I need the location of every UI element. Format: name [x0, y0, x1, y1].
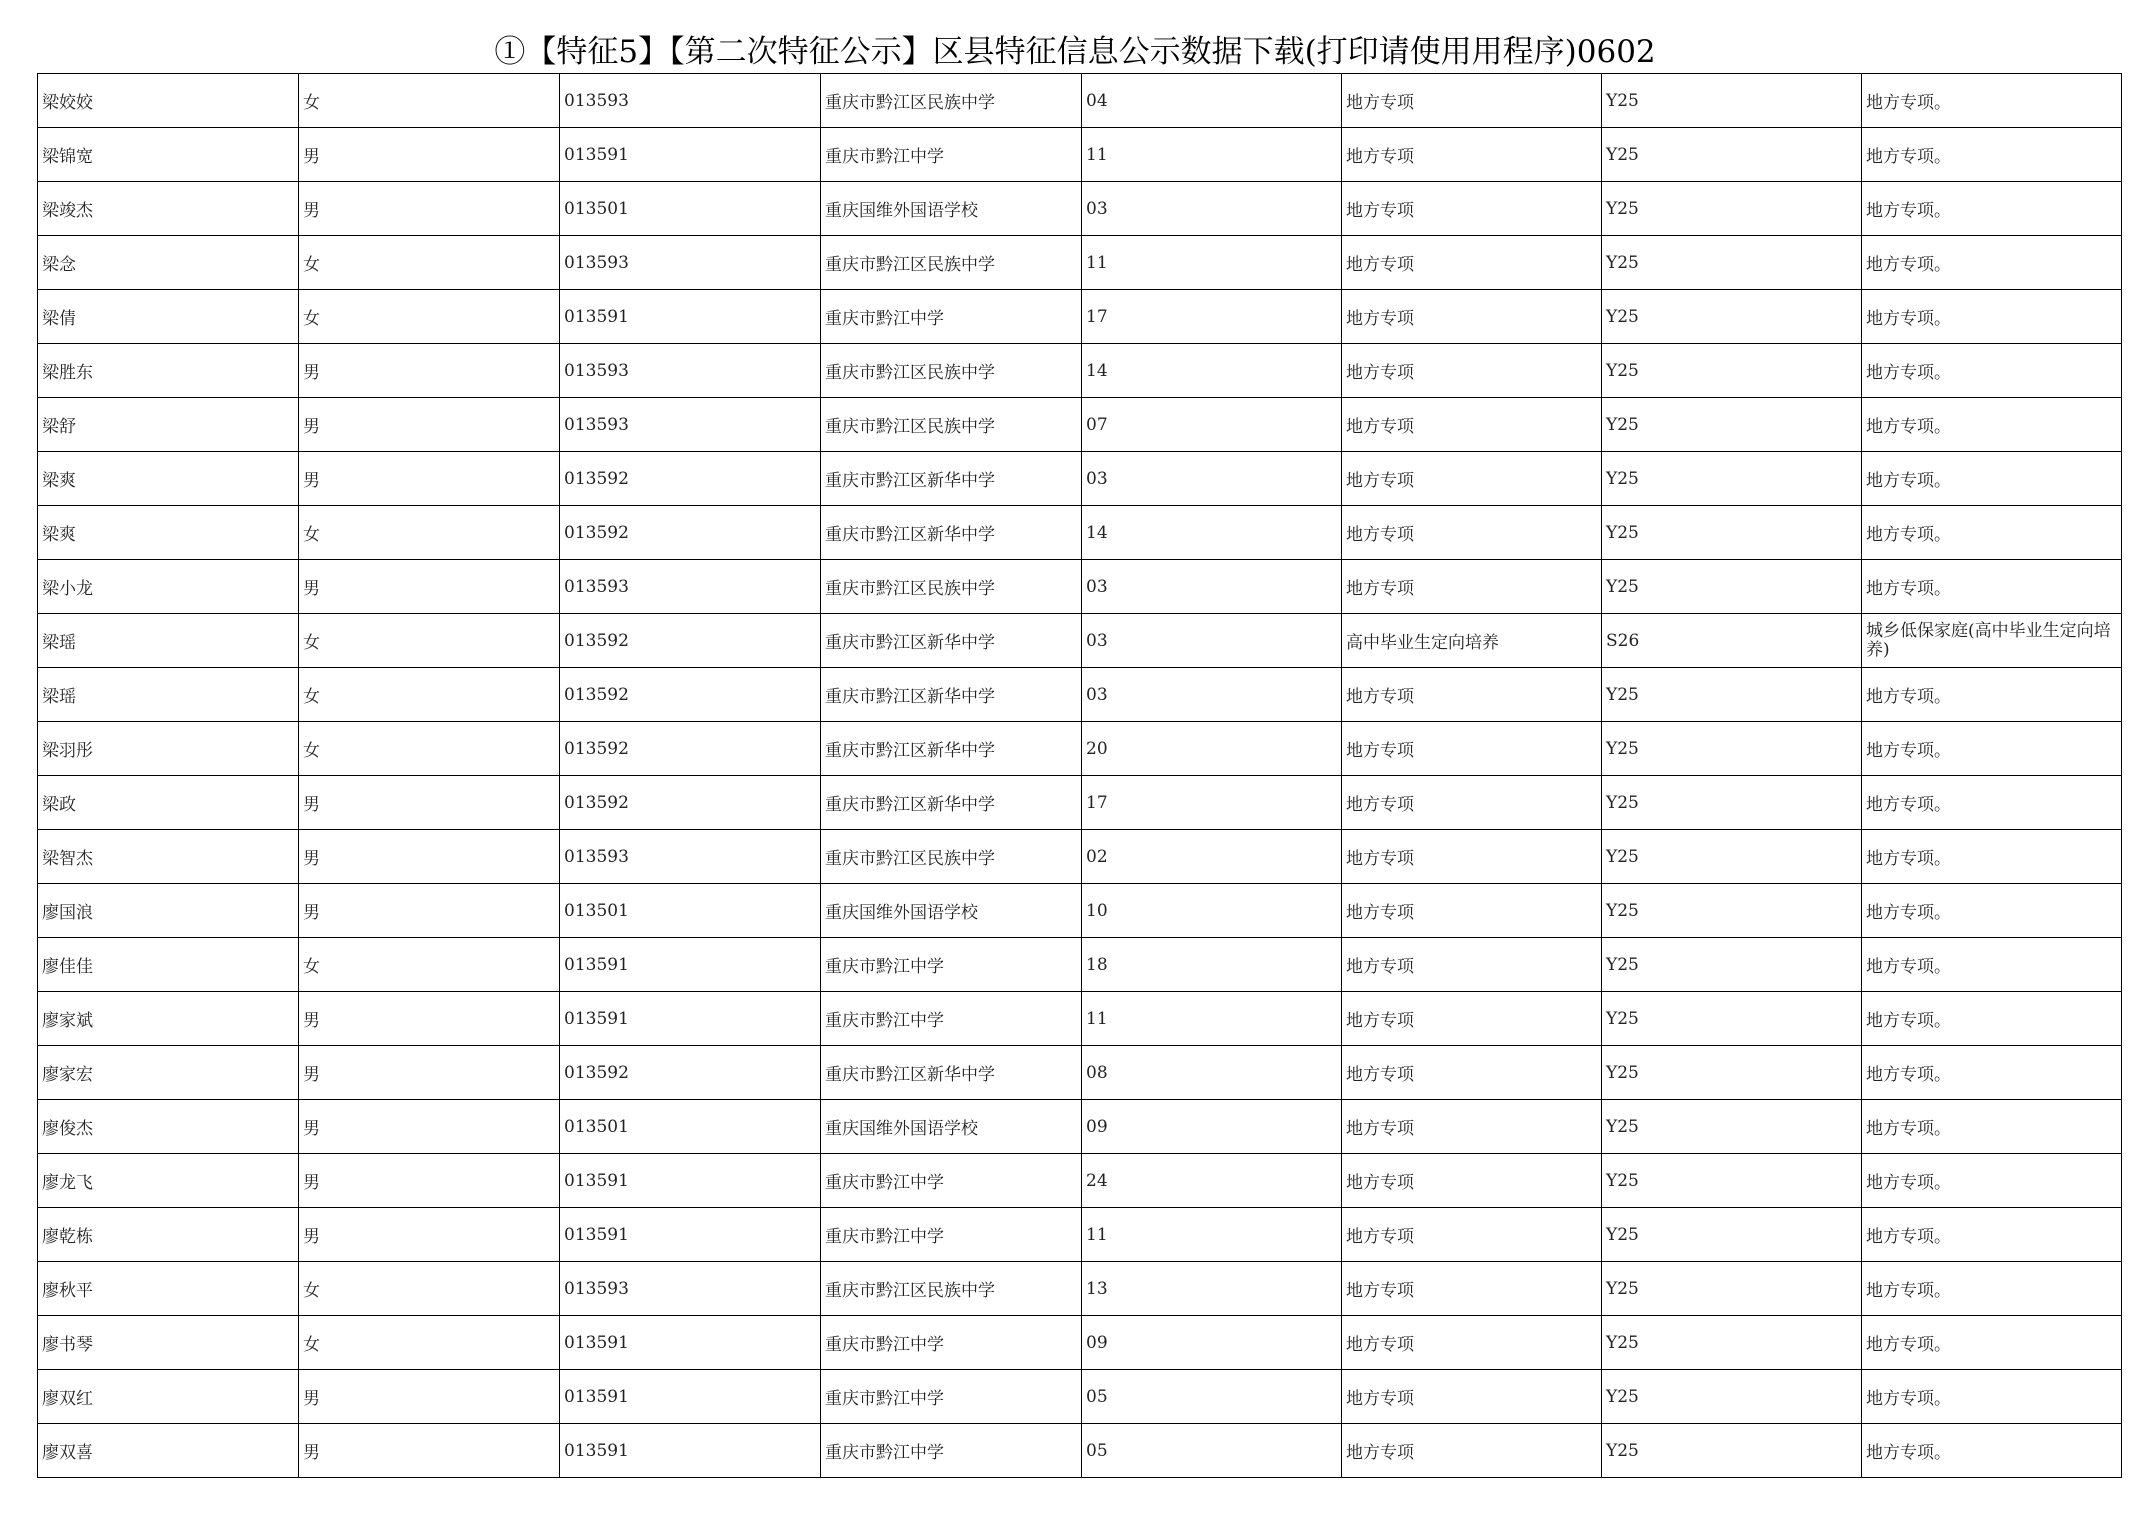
class-cell: 04 [1082, 74, 1342, 128]
remark-cell: 地方专项。 [1862, 290, 2122, 344]
school-code-cell: 013592 [560, 668, 821, 722]
table-row [38, 452, 2122, 506]
remark-cell: 地方专项。 [1862, 1370, 2122, 1424]
code-cell: Y25 [1602, 290, 1862, 344]
school-name-cell: 重庆市黔江区新华中学 [821, 776, 1082, 830]
remark-cell: 地方专项。 [1862, 560, 2122, 614]
school-name-cell: 重庆市黔江中学 [821, 1316, 1082, 1370]
class-cell: 08 [1082, 1046, 1342, 1100]
category-cell: 地方专项 [1342, 1208, 1602, 1262]
gender-cell: 男 [299, 1208, 560, 1262]
school-code-cell: 013592 [560, 776, 821, 830]
code-cell: Y25 [1602, 344, 1862, 398]
name-cell: 廖书琴 [38, 1316, 299, 1370]
school-name-cell: 重庆国维外国语学校 [821, 182, 1082, 236]
category-cell: 地方专项 [1342, 1154, 1602, 1208]
remark-cell: 地方专项。 [1862, 938, 2122, 992]
school-code-cell: 013593 [560, 1262, 821, 1316]
school-code-cell: 013591 [560, 1370, 821, 1424]
remark-cell: 地方专项。 [1862, 830, 2122, 884]
gender-cell: 男 [299, 884, 560, 938]
category-cell: 地方专项 [1342, 236, 1602, 290]
name-cell: 梁小龙 [38, 560, 299, 614]
code-cell: Y25 [1602, 398, 1862, 452]
table-row [38, 1100, 2122, 1154]
gender-cell: 女 [299, 668, 560, 722]
code-cell: Y25 [1602, 1100, 1862, 1154]
name-cell: 廖龙飞 [38, 1154, 299, 1208]
remark-cell: 地方专项。 [1862, 1424, 2122, 1478]
remark-cell: 地方专项。 [1862, 1262, 2122, 1316]
table-row [38, 992, 2122, 1046]
remark-cell: 地方专项。 [1862, 884, 2122, 938]
class-cell: 13 [1082, 1262, 1342, 1316]
class-cell: 03 [1082, 452, 1342, 506]
school-name-cell: 重庆市黔江中学 [821, 1154, 1082, 1208]
name-cell: 廖秋平 [38, 1262, 299, 1316]
category-cell: 地方专项 [1342, 128, 1602, 182]
category-cell: 地方专项 [1342, 884, 1602, 938]
school-name-cell: 重庆市黔江中学 [821, 1208, 1082, 1262]
class-cell: 03 [1082, 668, 1342, 722]
school-name-cell: 重庆市黔江区民族中学 [821, 830, 1082, 884]
school-name-cell: 重庆市黔江区民族中学 [821, 398, 1082, 452]
class-cell: 11 [1082, 1208, 1342, 1262]
gender-cell: 男 [299, 1100, 560, 1154]
name-cell: 梁爽 [38, 452, 299, 506]
name-cell: 廖佳佳 [38, 938, 299, 992]
name-cell: 梁羽彤 [38, 722, 299, 776]
class-cell: 09 [1082, 1316, 1342, 1370]
name-cell: 梁政 [38, 776, 299, 830]
category-cell: 地方专项 [1342, 290, 1602, 344]
remark-cell: 地方专项。 [1862, 128, 2122, 182]
school-name-cell: 重庆市黔江中学 [821, 1370, 1082, 1424]
school-code-cell: 013592 [560, 722, 821, 776]
category-cell: 地方专项 [1342, 830, 1602, 884]
gender-cell: 男 [299, 182, 560, 236]
school-code-cell: 013593 [560, 344, 821, 398]
category-cell: 地方专项 [1342, 776, 1602, 830]
school-name-cell: 重庆市黔江区新华中学 [821, 614, 1082, 668]
gender-cell: 女 [299, 236, 560, 290]
gender-cell: 男 [299, 560, 560, 614]
gender-cell: 女 [299, 1262, 560, 1316]
category-cell: 地方专项 [1342, 560, 1602, 614]
gender-cell: 男 [299, 344, 560, 398]
category-cell: 地方专项 [1342, 722, 1602, 776]
category-cell: 地方专项 [1342, 344, 1602, 398]
table-row [38, 290, 2122, 344]
name-cell: 梁舒 [38, 398, 299, 452]
name-cell: 梁倩 [38, 290, 299, 344]
name-cell: 梁智杰 [38, 830, 299, 884]
category-cell: 地方专项 [1342, 938, 1602, 992]
name-cell: 梁胜东 [38, 344, 299, 398]
remark-cell: 地方专项。 [1862, 344, 2122, 398]
category-cell: 地方专项 [1342, 668, 1602, 722]
name-cell: 廖国浪 [38, 884, 299, 938]
table-row [38, 1316, 2122, 1370]
code-cell: Y25 [1602, 1046, 1862, 1100]
name-cell: 廖乾栋 [38, 1208, 299, 1262]
school-code-cell: 013593 [560, 560, 821, 614]
school-code-cell: 013501 [560, 1100, 821, 1154]
data-table [37, 73, 2122, 1478]
school-code-cell: 013593 [560, 74, 821, 128]
table-row [38, 1262, 2122, 1316]
school-code-cell: 013591 [560, 938, 821, 992]
class-cell: 09 [1082, 1100, 1342, 1154]
gender-cell: 男 [299, 1154, 560, 1208]
code-cell: Y25 [1602, 1208, 1862, 1262]
gender-cell: 女 [299, 614, 560, 668]
gender-cell: 男 [299, 830, 560, 884]
class-cell: 05 [1082, 1424, 1342, 1478]
class-cell: 14 [1082, 344, 1342, 398]
class-cell: 03 [1082, 182, 1342, 236]
remark-cell: 地方专项。 [1862, 1046, 2122, 1100]
code-cell: Y25 [1602, 74, 1862, 128]
class-cell: 02 [1082, 830, 1342, 884]
table-row [38, 938, 2122, 992]
category-cell: 地方专项 [1342, 452, 1602, 506]
code-cell: Y25 [1602, 884, 1862, 938]
school-code-cell: 013593 [560, 830, 821, 884]
class-cell: 11 [1082, 236, 1342, 290]
gender-cell: 男 [299, 452, 560, 506]
gender-cell: 女 [299, 1316, 560, 1370]
school-name-cell: 重庆国维外国语学校 [821, 1100, 1082, 1154]
school-name-cell: 重庆市黔江区民族中学 [821, 236, 1082, 290]
school-name-cell: 重庆市黔江中学 [821, 128, 1082, 182]
school-name-cell: 重庆市黔江中学 [821, 992, 1082, 1046]
school-name-cell: 重庆市黔江区新华中学 [821, 722, 1082, 776]
school-name-cell: 重庆市黔江区民族中学 [821, 74, 1082, 128]
category-cell: 地方专项 [1342, 1046, 1602, 1100]
code-cell: Y25 [1602, 506, 1862, 560]
class-cell: 18 [1082, 938, 1342, 992]
gender-cell: 男 [299, 1046, 560, 1100]
remark-cell: 地方专项。 [1862, 668, 2122, 722]
code-cell: Y25 [1602, 668, 1862, 722]
category-cell: 地方专项 [1342, 1100, 1602, 1154]
remark-cell: 地方专项。 [1862, 74, 2122, 128]
code-cell: Y25 [1602, 1370, 1862, 1424]
table-row [38, 668, 2122, 722]
code-cell: Y25 [1602, 128, 1862, 182]
school-code-cell: 013592 [560, 452, 821, 506]
school-code-cell: 013501 [560, 182, 821, 236]
school-code-cell: 013592 [560, 506, 821, 560]
category-cell: 地方专项 [1342, 398, 1602, 452]
category-cell: 地方专项 [1342, 506, 1602, 560]
remark-cell: 地方专项。 [1862, 992, 2122, 1046]
name-cell: 廖双红 [38, 1370, 299, 1424]
remark-cell: 地方专项。 [1862, 236, 2122, 290]
school-name-cell: 重庆市黔江区新华中学 [821, 452, 1082, 506]
name-cell: 廖家斌 [38, 992, 299, 1046]
remark-cell: 地方专项。 [1862, 1154, 2122, 1208]
class-cell: 24 [1082, 1154, 1342, 1208]
code-cell: Y25 [1602, 722, 1862, 776]
table-row [38, 614, 2122, 668]
name-cell: 廖双喜 [38, 1424, 299, 1478]
category-cell: 地方专项 [1342, 74, 1602, 128]
table-row [38, 830, 2122, 884]
class-cell: 17 [1082, 290, 1342, 344]
remark-cell: 地方专项。 [1862, 776, 2122, 830]
category-cell: 地方专项 [1342, 992, 1602, 1046]
school-code-cell: 013592 [560, 1046, 821, 1100]
code-cell: Y25 [1602, 776, 1862, 830]
class-cell: 11 [1082, 128, 1342, 182]
name-cell: 廖家宏 [38, 1046, 299, 1100]
school-code-cell: 013591 [560, 1424, 821, 1478]
table-row [38, 506, 2122, 560]
remark-cell: 地方专项。 [1862, 452, 2122, 506]
code-cell: Y25 [1602, 560, 1862, 614]
school-name-cell: 重庆国维外国语学校 [821, 884, 1082, 938]
school-code-cell: 013593 [560, 398, 821, 452]
gender-cell: 男 [299, 992, 560, 1046]
remark-cell: 地方专项。 [1862, 722, 2122, 776]
name-cell: 梁瑶 [38, 668, 299, 722]
table-row [38, 1424, 2122, 1478]
school-code-cell: 013591 [560, 1316, 821, 1370]
table-row [38, 776, 2122, 830]
category-cell: 地方专项 [1342, 182, 1602, 236]
gender-cell: 男 [299, 1370, 560, 1424]
class-cell: 11 [1082, 992, 1342, 1046]
page-title: ①【特征5】【第二次特征公示】区县特征信息公示数据下载(打印请使用用程序)0602 [494, 34, 1656, 70]
name-cell: 梁爽 [38, 506, 299, 560]
gender-cell: 女 [299, 722, 560, 776]
class-cell: 03 [1082, 560, 1342, 614]
school-code-cell: 013591 [560, 1208, 821, 1262]
table-body [38, 74, 2122, 1478]
remark-cell: 地方专项。 [1862, 398, 2122, 452]
school-name-cell: 重庆市黔江中学 [821, 1424, 1082, 1478]
code-cell: Y25 [1602, 182, 1862, 236]
table-row [38, 884, 2122, 938]
table-row [38, 344, 2122, 398]
remark-cell: 地方专项。 [1862, 182, 2122, 236]
code-cell: Y25 [1602, 1154, 1862, 1208]
school-code-cell: 013591 [560, 992, 821, 1046]
remark-cell: 地方专项。 [1862, 506, 2122, 560]
class-cell: 17 [1082, 776, 1342, 830]
gender-cell: 女 [299, 74, 560, 128]
school-name-cell: 重庆市黔江中学 [821, 290, 1082, 344]
gender-cell: 男 [299, 128, 560, 182]
school-name-cell: 重庆市黔江区民族中学 [821, 1262, 1082, 1316]
table-row [38, 74, 2122, 128]
table-row [38, 1154, 2122, 1208]
class-cell: 03 [1082, 614, 1342, 668]
class-cell: 10 [1082, 884, 1342, 938]
class-cell: 14 [1082, 506, 1342, 560]
name-cell: 梁姣姣 [38, 74, 299, 128]
name-cell: 廖俊杰 [38, 1100, 299, 1154]
category-cell: 地方专项 [1342, 1424, 1602, 1478]
table-row [38, 182, 2122, 236]
class-cell: 20 [1082, 722, 1342, 776]
school-code-cell: 013501 [560, 884, 821, 938]
table-row [38, 1208, 2122, 1262]
code-cell: Y25 [1602, 992, 1862, 1046]
gender-cell: 男 [299, 776, 560, 830]
school-name-cell: 重庆市黔江区新华中学 [821, 506, 1082, 560]
table-row [38, 722, 2122, 776]
gender-cell: 女 [299, 938, 560, 992]
name-cell: 梁竣杰 [38, 182, 299, 236]
school-name-cell: 重庆市黔江区新华中学 [821, 668, 1082, 722]
name-cell: 梁锦宽 [38, 128, 299, 182]
code-cell: S26 [1602, 614, 1862, 668]
school-code-cell: 013591 [560, 128, 821, 182]
school-code-cell: 013593 [560, 236, 821, 290]
gender-cell: 男 [299, 1424, 560, 1478]
gender-cell: 男 [299, 398, 560, 452]
category-cell: 地方专项 [1342, 1370, 1602, 1424]
school-code-cell: 013592 [560, 614, 821, 668]
school-name-cell: 重庆市黔江中学 [821, 938, 1082, 992]
category-cell: 地方专项 [1342, 1262, 1602, 1316]
school-name-cell: 重庆市黔江区民族中学 [821, 344, 1082, 398]
class-cell: 07 [1082, 398, 1342, 452]
table-row [38, 398, 2122, 452]
table-row [38, 128, 2122, 182]
remark-cell: 地方专项。 [1862, 1316, 2122, 1370]
remark-cell: 城乡低保家庭(高中毕业生定向培养) [1862, 614, 2122, 668]
category-cell: 高中毕业生定向培养 [1342, 614, 1602, 668]
school-code-cell: 013591 [560, 290, 821, 344]
category-cell: 地方专项 [1342, 1316, 1602, 1370]
name-cell: 梁瑶 [38, 614, 299, 668]
table-row [38, 1370, 2122, 1424]
code-cell: Y25 [1602, 1316, 1862, 1370]
table-row [38, 560, 2122, 614]
table-row [38, 1046, 2122, 1100]
code-cell: Y25 [1602, 1424, 1862, 1478]
code-cell: Y25 [1602, 236, 1862, 290]
class-cell: 05 [1082, 1370, 1342, 1424]
code-cell: Y25 [1602, 938, 1862, 992]
gender-cell: 女 [299, 290, 560, 344]
code-cell: Y25 [1602, 1262, 1862, 1316]
school-code-cell: 013591 [560, 1154, 821, 1208]
code-cell: Y25 [1602, 830, 1862, 884]
code-cell: Y25 [1602, 452, 1862, 506]
school-name-cell: 重庆市黔江区新华中学 [821, 1046, 1082, 1100]
gender-cell: 女 [299, 506, 560, 560]
school-name-cell: 重庆市黔江区民族中学 [821, 560, 1082, 614]
remark-cell: 地方专项。 [1862, 1208, 2122, 1262]
name-cell: 梁念 [38, 236, 299, 290]
remark-cell: 地方专项。 [1862, 1100, 2122, 1154]
table-row [38, 236, 2122, 290]
